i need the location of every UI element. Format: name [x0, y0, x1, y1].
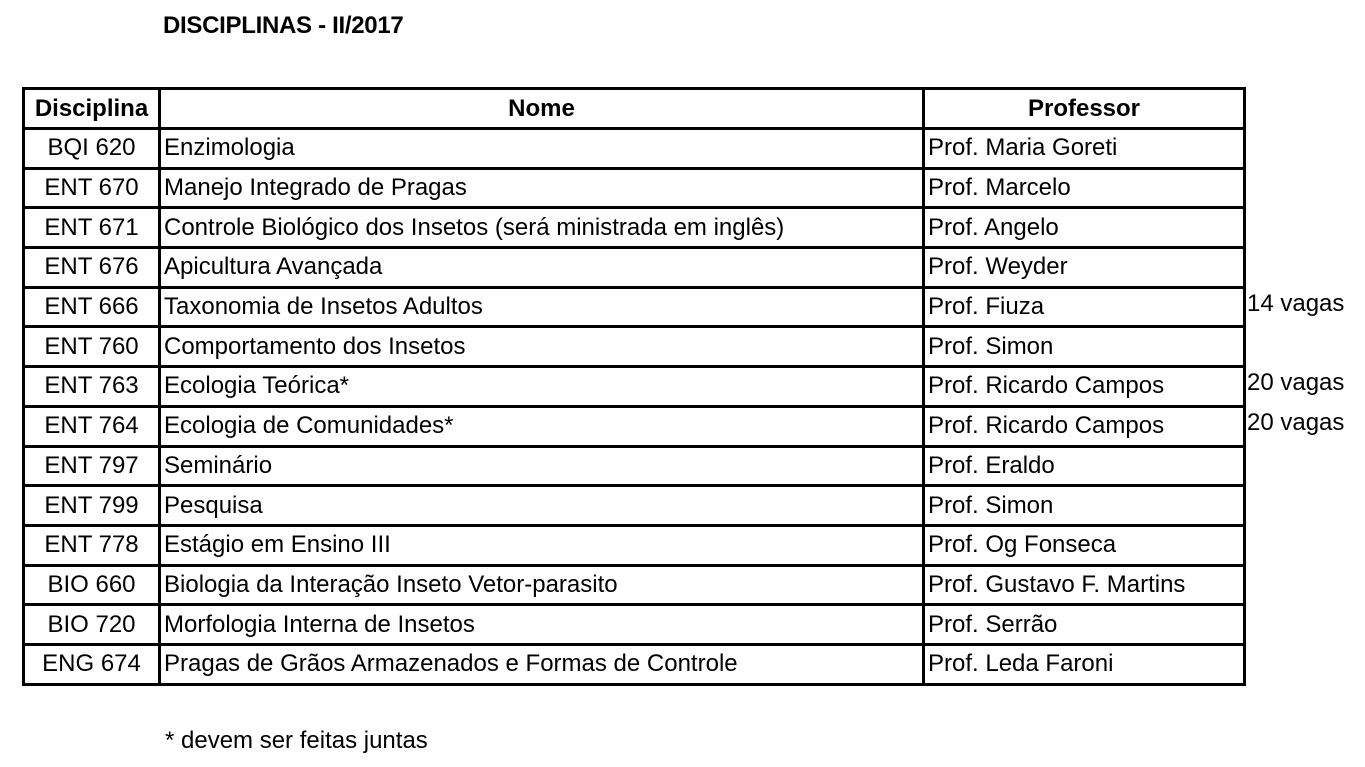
table-row [24, 287, 1245, 327]
course-code-cell: ENT 797 [24, 446, 160, 486]
course-code-cell: ENT 760 [24, 327, 160, 367]
table-row [24, 327, 1245, 367]
professor-cell: Prof. Serrão [924, 605, 1245, 645]
professor-cell: Prof. Simon [924, 327, 1245, 367]
column-header-nome: Nome [160, 89, 924, 129]
course-name-cell: Seminário [160, 446, 924, 486]
footnote: * devem ser feitas juntas [165, 727, 428, 754]
professor-cell: Prof. Weyder [924, 248, 1245, 288]
table-row [24, 565, 1245, 605]
table-row [24, 406, 1245, 446]
course-name-cell: Ecologia Teórica* [160, 367, 924, 407]
course-code-cell: ENT 764 [24, 406, 160, 446]
course-code-cell: BIO 720 [24, 605, 160, 645]
course-code-cell: ENT 799 [24, 486, 160, 526]
course-name-cell: Biologia da Interação Inseto Vetor-parasito [160, 565, 924, 605]
course-code-cell: ENT 666 [24, 287, 160, 327]
professor-cell: Prof. Og Fonseca [924, 525, 1245, 565]
vacancy-note: 20 vagas [1247, 408, 1345, 436]
table-row [24, 486, 1245, 526]
vacancy-note: 20 vagas [1247, 369, 1345, 397]
vacancy-note: 14 vagas [1247, 289, 1345, 317]
course-name-cell: Morfologia Interna de Insetos [160, 605, 924, 645]
column-header-professor: Professor [924, 89, 1245, 129]
column-header-disciplina: Disciplina [24, 89, 160, 129]
professor-cell: Prof. Marcelo [924, 168, 1245, 208]
table-body [24, 129, 1245, 685]
professor-cell: Prof. Simon [924, 486, 1245, 526]
professor-cell: Prof. Gustavo F. Martins [924, 565, 1245, 605]
course-code-cell: ENT 676 [24, 248, 160, 288]
course-name-cell: Apicultura Avançada [160, 248, 924, 288]
table-row [24, 129, 1245, 169]
professor-cell: Prof. Eraldo [924, 446, 1245, 486]
table-row [24, 644, 1245, 684]
table-row [24, 367, 1245, 407]
course-code-cell: ENT 778 [24, 525, 160, 565]
course-code-cell: BIO 660 [24, 565, 160, 605]
table-header-row [24, 89, 1245, 129]
course-code-cell: ENG 674 [24, 644, 160, 684]
professor-cell: Prof. Ricardo Campos [924, 406, 1245, 446]
course-name-cell: Enzimologia [160, 129, 924, 169]
table-row [24, 446, 1245, 486]
course-name-cell: Controle Biológico dos Insetos (será ministrada em inglês) [160, 208, 924, 248]
course-name-cell: Pesquisa [160, 486, 924, 526]
professor-cell: Prof. Leda Faroni [924, 644, 1245, 684]
professor-cell: Prof. Angelo [924, 208, 1245, 248]
table-row [24, 248, 1245, 288]
disciplines-table [22, 87, 1246, 686]
course-code-cell: BQI 620 [24, 129, 160, 169]
course-code-cell: ENT 671 [24, 208, 160, 248]
course-name-cell: Taxonomia de Insetos Adultos [160, 287, 924, 327]
course-code-cell: ENT 763 [24, 367, 160, 407]
table-row [24, 208, 1245, 248]
professor-cell: Prof. Ricardo Campos [924, 367, 1245, 407]
table-row [24, 605, 1245, 645]
course-code-cell: ENT 670 [24, 168, 160, 208]
course-name-cell: Manejo Integrado de Pragas [160, 168, 924, 208]
professor-cell: Prof. Fiuza [924, 287, 1245, 327]
course-name-cell: Pragas de Grãos Armazenados e Formas de Controle [160, 644, 924, 684]
table-row [24, 525, 1245, 565]
course-name-cell: Estágio em Ensino III [160, 525, 924, 565]
page-title: DISCIPLINAS - II/2017 [163, 12, 404, 39]
course-name-cell: Comportamento dos Insetos [160, 327, 924, 367]
course-name-cell: Ecologia de Comunidades* [160, 406, 924, 446]
professor-cell: Prof. Maria Goreti [924, 129, 1245, 169]
table-row [24, 168, 1245, 208]
